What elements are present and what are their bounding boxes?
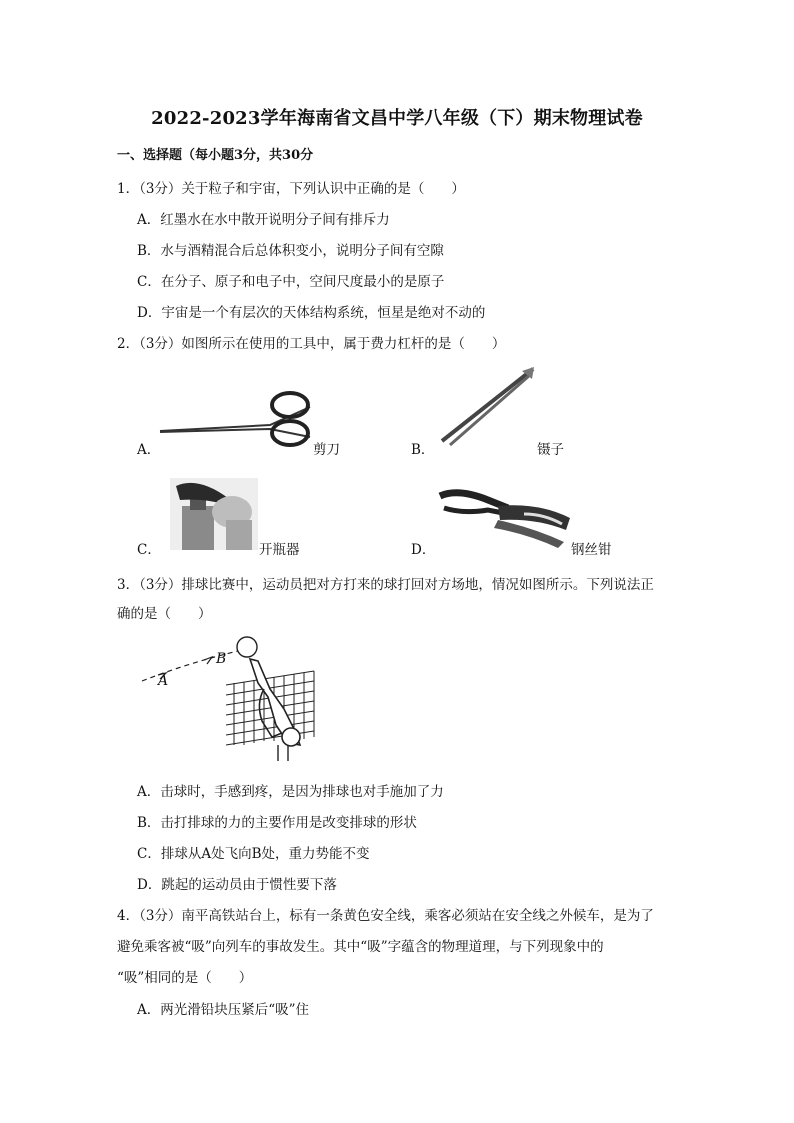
question-1-option-b: B．水与酒精混合后总体积变小，说明分子间有空隙: [137, 243, 444, 259]
volleyball-figure: [138, 633, 318, 763]
option-c-letter: C．: [137, 542, 161, 558]
question-1-option-d: D．宇宙是一个有层次的天体结构系统，恒星是绝对不动的: [137, 305, 486, 321]
question-4-stem-line-3: “吸”相同的是（ ）: [117, 970, 253, 986]
figure-label-b: B: [216, 651, 227, 667]
figure-label-a: A: [158, 673, 169, 689]
question-1-option-a: A．红墨水在水中散开说明分子间有排斥力: [137, 212, 390, 228]
question-3-option-c: C．排球从A处飞向B处，重力势能不变: [137, 846, 370, 862]
option-a-caption: 剪刀: [313, 442, 340, 458]
option-c-caption: 开瓶器: [259, 542, 300, 558]
option-d-caption: 钢丝钳: [571, 542, 612, 558]
question-3-option-d: D．跳起的运动员由于惯性要下落: [137, 877, 337, 893]
page-title: 2022-2023学年海南省文昌中学八年级（下）期末物理试卷: [151, 108, 643, 129]
option-b-caption: 镊子: [537, 442, 564, 458]
question-4-stem-line-1: 4．（3分）南平高铁站台上，标有一条黄色安全线，乘客必须站在安全线之外候车，是为了: [117, 908, 654, 924]
option-a-letter: A．: [137, 442, 161, 458]
section-heading: 一、选择题（每小题3分，共30分: [117, 148, 314, 163]
question-3-stem-line-2: 确的是（ ）: [117, 606, 212, 622]
pliers-image: [438, 488, 573, 548]
bottle-opener-image: [170, 478, 258, 550]
question-4-stem-line-2: 避免乘客被“吸”向列车的事故发生。其中“吸”字蕴含的物理道理，与下列现象中的: [117, 939, 604, 955]
tweezers-image: [438, 365, 538, 447]
scissors-image: [160, 385, 320, 450]
question-1-option-c: C．在分子、原子和电子中，空间尺度最小的是原子: [137, 274, 445, 290]
question-1-stem: 1．（3分）关于粒子和宇宙，下列认识中正确的是（ ）: [117, 181, 465, 197]
question-2-stem: 2．（3分）如图所示在使用的工具中，属于费力杠杆的是（ ）: [117, 336, 506, 352]
option-d-letter: D．: [411, 542, 436, 558]
option-b-letter: B．: [411, 442, 435, 458]
question-3-option-a: A．击球时，手感到疼，是因为排球也对手施加了力: [137, 784, 444, 800]
question-3-option-b: B．击打排球的力的主要作用是改变排球的形状: [137, 815, 417, 831]
question-4-option-a: A．两光滑铅块压紧后“吸”住: [137, 1002, 310, 1018]
question-3-stem-line-1: 3．（3分）排球比赛中，运动员把对方打来的球打回对方场地，情况如图所示。下列说法正: [117, 577, 654, 593]
